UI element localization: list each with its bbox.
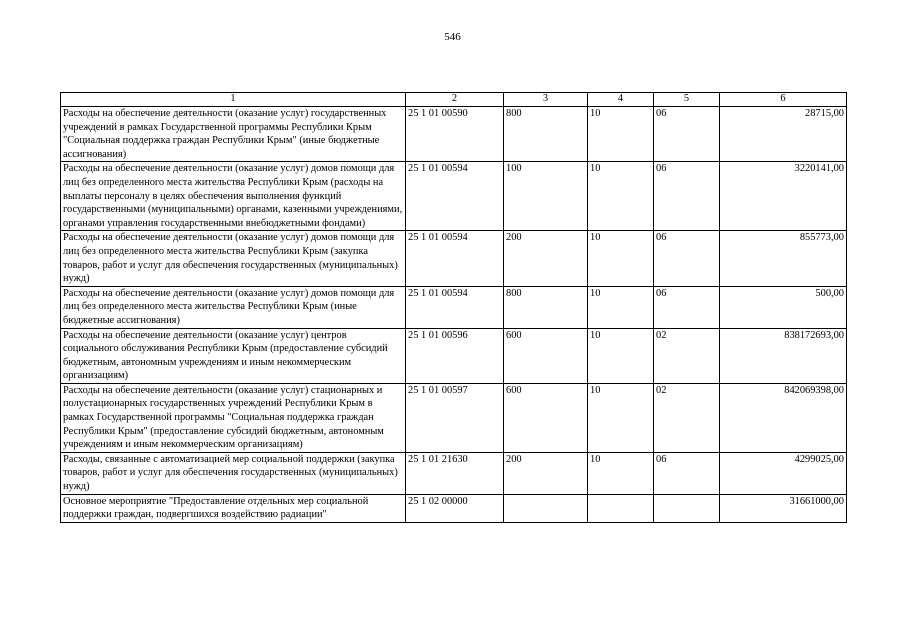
row-amount: 855773,00 [720,231,847,286]
column-header: 5 [654,93,720,107]
row-col5: 02 [654,383,720,452]
row-col4: 10 [588,452,654,494]
row-code: 25 1 01 21630 [406,452,504,494]
row-code: 25 1 01 00597 [406,383,504,452]
row-col5: 06 [654,231,720,286]
column-header: 4 [588,93,654,107]
row-col5: 02 [654,328,720,383]
row-col4 [588,494,654,522]
table-row [61,107,847,162]
table-row [61,286,847,328]
row-col3: 200 [504,231,588,286]
row-amount: 4299025,00 [720,452,847,494]
table-header-row [61,93,847,107]
row-col4: 10 [588,328,654,383]
row-description: Расходы на обеспечение деятельности (оказание услуг) домов помощи для лиц без определенного места жительства Республики Крым (иные бюджетные ассигнования) [61,286,406,328]
row-amount: 3220141,00 [720,162,847,231]
row-code: 25 1 01 00594 [406,231,504,286]
row-description: Расходы на обеспечение деятельности (оказание услуг) стационарных и полустационарных государственных учреждений Республики Крым в рамках Государственной программы "Социальная поддержка граждан Республики Крым" (предоставление субсидий бюджетным, автономным учреждениям и иным некоммерческим организациям) [61,383,406,452]
row-description: Расходы, связанные с автоматизацией мер социальной поддержки (закупка товаров, работ и услуг для обеспечения государственных (муниципальных) нужд) [61,452,406,494]
row-col4: 10 [588,107,654,162]
page-number: 546 [444,31,461,43]
row-amount: 842069398,00 [720,383,847,452]
row-col4: 10 [588,162,654,231]
table-row [61,383,847,452]
table-row [61,494,847,522]
row-col3 [504,494,588,522]
row-amount: 28715,00 [720,107,847,162]
row-code: 25 1 01 00594 [406,162,504,231]
row-code: 25 1 01 00594 [406,286,504,328]
row-col5: 06 [654,286,720,328]
row-col5: 06 [654,107,720,162]
row-amount: 31661000,00 [720,494,847,522]
row-col4: 10 [588,286,654,328]
row-code: 25 1 02 00000 [406,494,504,522]
table-row [61,231,847,286]
row-col3: 200 [504,452,588,494]
row-description: Расходы на обеспечение деятельности (оказание услуг) центров социального обслуживания Республики Крым (предоставление субсидий бюджетным, автономным учреждениям и иным некоммерческим организациям) [61,328,406,383]
row-col5: 06 [654,162,720,231]
row-col4: 10 [588,231,654,286]
row-code: 25 1 01 00590 [406,107,504,162]
row-description: Расходы на обеспечение деятельности (оказание услуг) домов помощи для лиц без определенного места жительства Республики Крым (закупка товаров, работ и услуг для обеспечения государственных (муниципальных) нужд) [61,231,406,286]
column-header: 6 [720,93,847,107]
row-col5: 06 [654,452,720,494]
row-description: Расходы на обеспечение деятельности (оказание услуг) домов помощи для лиц без определенного места жительства Республики Крым (расходы на выплаты персоналу в целях обеспечения выполнения функций государственными (муниципальными) органами, казенными учреждениями, органами управления государственными внебюджетными фондами) [61,162,406,231]
column-header: 2 [406,93,504,107]
column-header: 3 [504,93,588,107]
row-col3: 600 [504,383,588,452]
row-col4: 10 [588,383,654,452]
budget-table [60,92,847,523]
row-amount: 500,00 [720,286,847,328]
row-amount: 838172693,00 [720,328,847,383]
table-row [61,452,847,494]
row-description: Расходы на обеспечение деятельности (оказание услуг) государственных учреждений в рамках Государственной программы Республики Крым "Социальная поддержка граждан Республики Крым" (иные бюджетные ассигнования) [61,107,406,162]
row-col3: 600 [504,328,588,383]
row-col3: 800 [504,107,588,162]
row-col3: 100 [504,162,588,231]
row-col3: 800 [504,286,588,328]
row-description: Основное мероприятие "Предоставление отдельных мер социальной поддержки граждан, подвергшихся воздействию радиации" [61,494,406,522]
table-row [61,328,847,383]
row-col5 [654,494,720,522]
column-header: 1 [61,93,406,107]
table-row [61,162,847,231]
row-code: 25 1 01 00596 [406,328,504,383]
